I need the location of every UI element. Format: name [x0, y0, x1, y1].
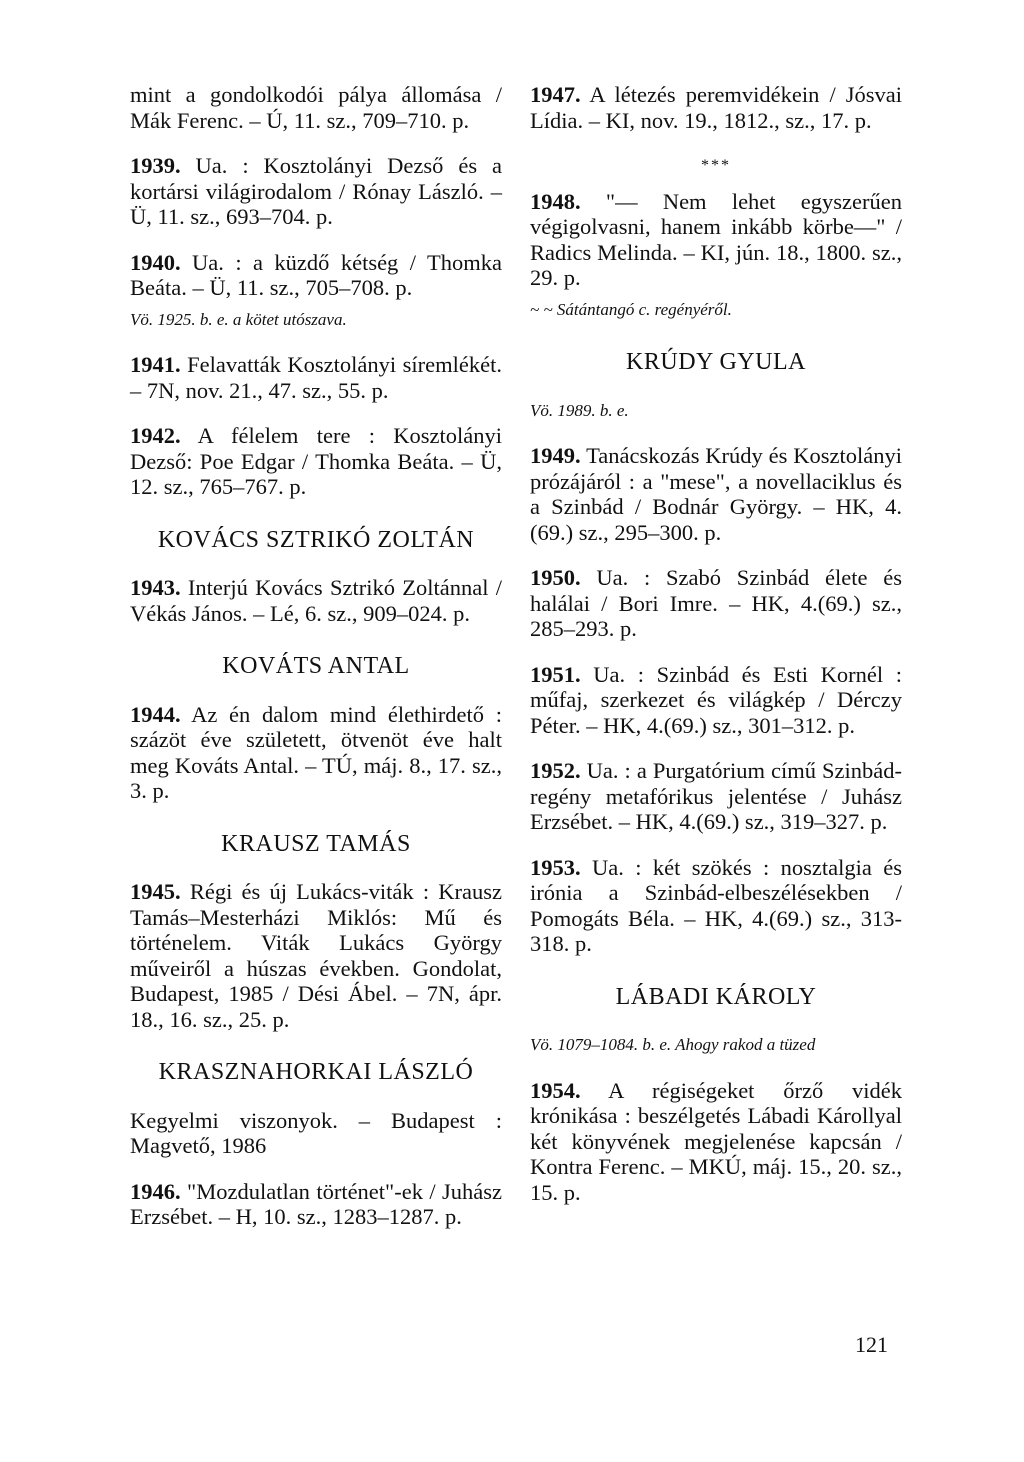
- page-number: 121: [855, 1332, 888, 1357]
- entry-text: Ua. : Szabó Szinbád élete és halálai / Bori Imre. – HK, 4.(69.) sz., 285–293. p.: [530, 565, 902, 641]
- entry-number: 1952.: [530, 758, 581, 783]
- entry-number: 1940.: [130, 249, 181, 275]
- entry-1954: [530, 1078, 902, 1206]
- entry-text: Interjú Kovács Sztrikó Zoltánnal / Vékás János. – Lé, 6. sz., 909–024. p.: [130, 575, 502, 626]
- author-heading: LÁBADI KÁROLY: [615, 983, 817, 1010]
- cross-reference-note: Vö. 1079–1084. b. e. Ahogy rakod a tüzed: [530, 1035, 816, 1054]
- entry-1939: [130, 153, 502, 230]
- entry-1945: [130, 879, 502, 1032]
- entry-1943: [130, 575, 502, 626]
- entry-number: 1946.: [130, 1178, 181, 1204]
- author-heading: KOVÁCS SZTRIKÓ ZOLTÁN: [157, 526, 475, 553]
- entry-text: Ua. : Szinbád és Esti Kornél : műfaj, szerkezet és világkép / Dérczy Péter. – HK, 4.(69.) sz., 301–312. p.: [530, 661, 902, 738]
- entry-note: Vö. 1925. b. e. a kötet utószava.: [130, 309, 347, 329]
- entry-text: Ua. : Kosztolányi Dezső és a kortársi világirodalom / Rónay László. – Ü, 11. sz., 693–704. p.: [130, 153, 502, 229]
- entry-number: 1942.: [130, 423, 181, 448]
- entry-text: Ua. : a küzdő kétség / Thomka Beáta. – Ü, 11. sz., 705–708. p.: [130, 249, 502, 300]
- entry-number: 1941.: [130, 352, 181, 377]
- right-column: [530, 82, 902, 1225]
- book-reference: Kegyelmi viszonyok. – Budapest : Magvető, 1986: [130, 1107, 502, 1158]
- entry-1944: [130, 702, 502, 804]
- entry-text: Ua. : a Purgatórium című Szinbád-regény metafórikus jelentése / Juhász Erzsébet. – HK, 4.(69.) sz., 319–327. p.: [530, 758, 902, 834]
- entry-number: 1954.: [530, 1077, 581, 1103]
- entry-1948: [530, 189, 902, 291]
- entry-1946: [130, 1179, 502, 1230]
- entry-number: 1945.: [130, 879, 181, 904]
- entry-number: 1953.: [530, 854, 581, 880]
- entry-text: Tanácskozás Krúdy és Kosztolányi prózájáról : a "mese", a novellaciklus és a Szinbád / Bodnár György. – HK, 4.(69.) sz., 295–300. p.: [530, 443, 902, 545]
- entry-1947: [530, 82, 902, 133]
- entry-number: 1951.: [530, 661, 581, 687]
- entry-text: "Mozdulatlan történet"-ek / Juhász Erzsébet. – H, 10. sz., 1283–1287. p.: [130, 1178, 502, 1229]
- entry-1941: [130, 352, 502, 403]
- entry-note: ~ ~ Sátántangó c. regényéről.: [530, 299, 732, 319]
- entry-continuation: mint a gondolkodói pálya állomása / Mák Ferenc. – Ú, 11. sz., 709–710. p.: [130, 82, 502, 133]
- cross-reference-note: Vö. 1989. b. e.: [530, 400, 629, 420]
- entry-text: Ua. : két szökés : nosztalgia és irónia a Szinbád-elbeszélésekben / Pomogáts Béla. – HK, 4.(69.) sz., 313-318. p.: [530, 854, 902, 956]
- entry-1942: [130, 423, 502, 500]
- entry-number: 1947.: [530, 82, 581, 107]
- author-heading: KRAUSZ TAMÁS: [221, 830, 411, 857]
- entry-text: Régi és új Lukács-viták : Krausz Tamás–Mesterházi Miklós: Mű és történelem. Viták Lukács György műveiről a húszas években. Gondolat, Budapest, 1985 / Dési Ábel. – 7N, ápr. 18., 16. sz., 25. p.: [130, 879, 502, 1032]
- author-heading: KOVÁTS ANTAL: [222, 653, 410, 679]
- entry-1950: [530, 565, 902, 642]
- left-column: [130, 82, 502, 1250]
- entry-1949: [530, 443, 902, 545]
- entry-1940: [130, 250, 502, 301]
- entry-number: 1950.: [530, 565, 581, 590]
- section-separator: ***: [701, 157, 731, 174]
- entry-number: 1949.: [530, 443, 581, 468]
- entry-number: 1939.: [130, 153, 181, 178]
- entry-1951: [530, 662, 902, 739]
- entry-text: Felavatták Kosztolányi síremlékét. – 7N, nov. 21., 47. sz., 55. p.: [130, 352, 502, 403]
- entry-text: A régiségeket őrző vidék krónikása : beszélgetés Lábadi Károllyal két könyvének megjelenése kapcsán / Kontra Ferenc. – MKÚ, máj. 15., 20. sz., 15. p.: [530, 1077, 902, 1205]
- entry-1952: [530, 758, 902, 835]
- author-heading: KRASZNAHORKAI LÁSZLÓ: [158, 1059, 474, 1085]
- entry-text: Az én dalom mind élethirdető : százöt éve született, ötvenöt éve halt meg Kováts Antal. – TÚ, máj. 8., 17. sz., 3. p.: [130, 701, 502, 803]
- entry-text: A létezés peremvidékein / Jósvai Lídia. – KI, nov. 19., 1812., sz., 17. p.: [530, 82, 902, 133]
- entry-number: 1948.: [530, 188, 581, 214]
- entry-number: 1944.: [130, 701, 181, 727]
- entry-number: 1943.: [130, 575, 181, 600]
- entry-text: "— Nem lehet egyszerűen végigolvasni, hanem inkább körbe—" / Radics Melinda. – KI, jún. 18., 1800. sz., 29. p.: [530, 188, 902, 290]
- entry-text: A félelem tere : Kosztolányi Dezső: Poe Edgar / Thomka Beáta. – Ü, 12. sz., 765–767. p.: [130, 423, 502, 499]
- author-heading: KRÚDY GYULA: [626, 349, 806, 375]
- entry-1953: [530, 855, 902, 957]
